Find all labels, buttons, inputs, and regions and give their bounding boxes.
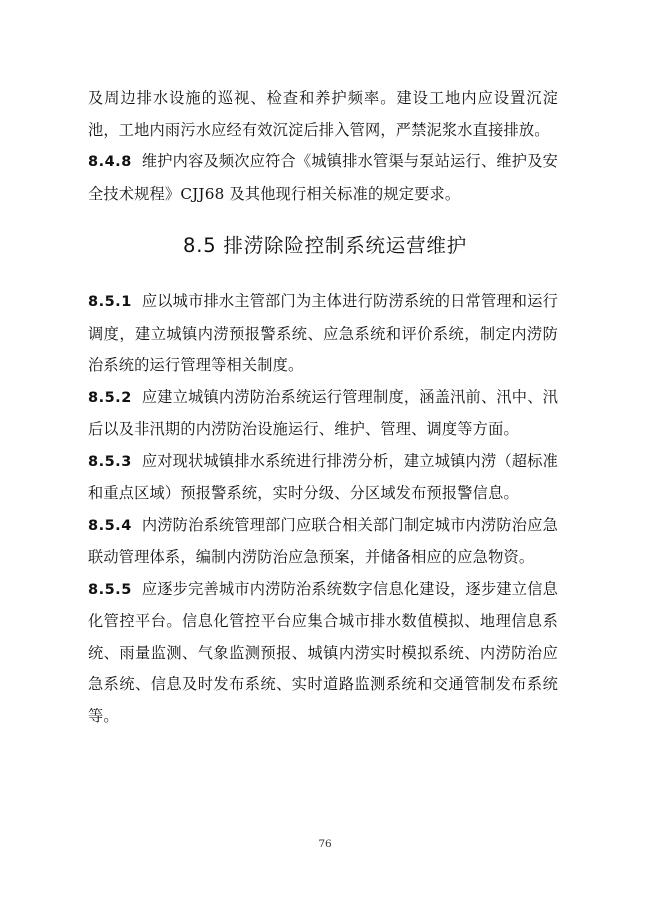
clause-8-5-3	[88, 446, 558, 510]
clause-8-4-8	[88, 146, 558, 210]
upper-text-block	[88, 83, 558, 210]
continuation-text: 及周边排水设施的巡视、检查和养护频率。建设工地内应设置沉淀池，工地内雨污水应经有效沉淀后排入管网，严禁泥浆水直接排放。	[88, 89, 558, 139]
clause-text: 维护内容及频次应符合《城镇排水管渠与泵站运行、维护及安全技术规程》CJJ68 及其他现行相关标准的规定要求。	[88, 152, 558, 203]
clause-number: 8.5.5	[88, 581, 132, 598]
clause-number: 8.5.2	[88, 389, 132, 406]
clause-8-5-2	[88, 382, 558, 446]
clause-8-5-1	[88, 286, 558, 382]
clause-number: 8.5.1	[88, 294, 132, 310]
clause-8-5-5	[88, 574, 558, 733]
clause-number: 8.5.3	[88, 453, 132, 470]
clause-8-5-4	[88, 510, 558, 574]
section-8-5-body	[88, 286, 558, 732]
clause-text: 应逐步完善城市内涝防治系统数字信息化建设，逐步建立信息化管控平台。信息化管控平台应集合城市排水数值模拟、地理信息系统、雨量监测、气象监测预报、城镇内涝实时模拟系统、内涝防治应急系统、信息及时发布系统、实时道路监测系统和交通管制发布系统等。	[88, 579, 558, 725]
clause-text: 应建立城镇内涝防治系统运行管理制度，涵盖汛前、汛中、汛后以及非汛期的内涝防治设施运行、维护、管理、调度等方面。	[88, 387, 558, 438]
clause-number: 8.4.8	[88, 154, 132, 170]
clause-text: 应对现状城镇排水系统进行排涝分析，建立城镇内涝（超标准和重点区域）预报警系统，实时分级、分区域发布预报警信息。	[88, 451, 558, 502]
clause-number: 8.5.4	[88, 517, 132, 534]
continuation-paragraph	[88, 83, 558, 146]
clause-text: 内涝防治系统管理部门应联合相关部门制定城市内涝防治应急联动管理体系，编制内涝防治应急预案，并储备相应的应急物资。	[88, 515, 558, 566]
section-title: 8.5 排涝除险控制系统运营维护	[182, 234, 467, 257]
clause-text: 应以城市排水主管部门为主体进行防涝系统的日常管理和运行调度，建立城镇内涝预报警系统、应急系统和评价系统，制定内涝防治系统的运行管理等相关制度。	[88, 292, 558, 374]
page-number: 76	[318, 838, 332, 850]
